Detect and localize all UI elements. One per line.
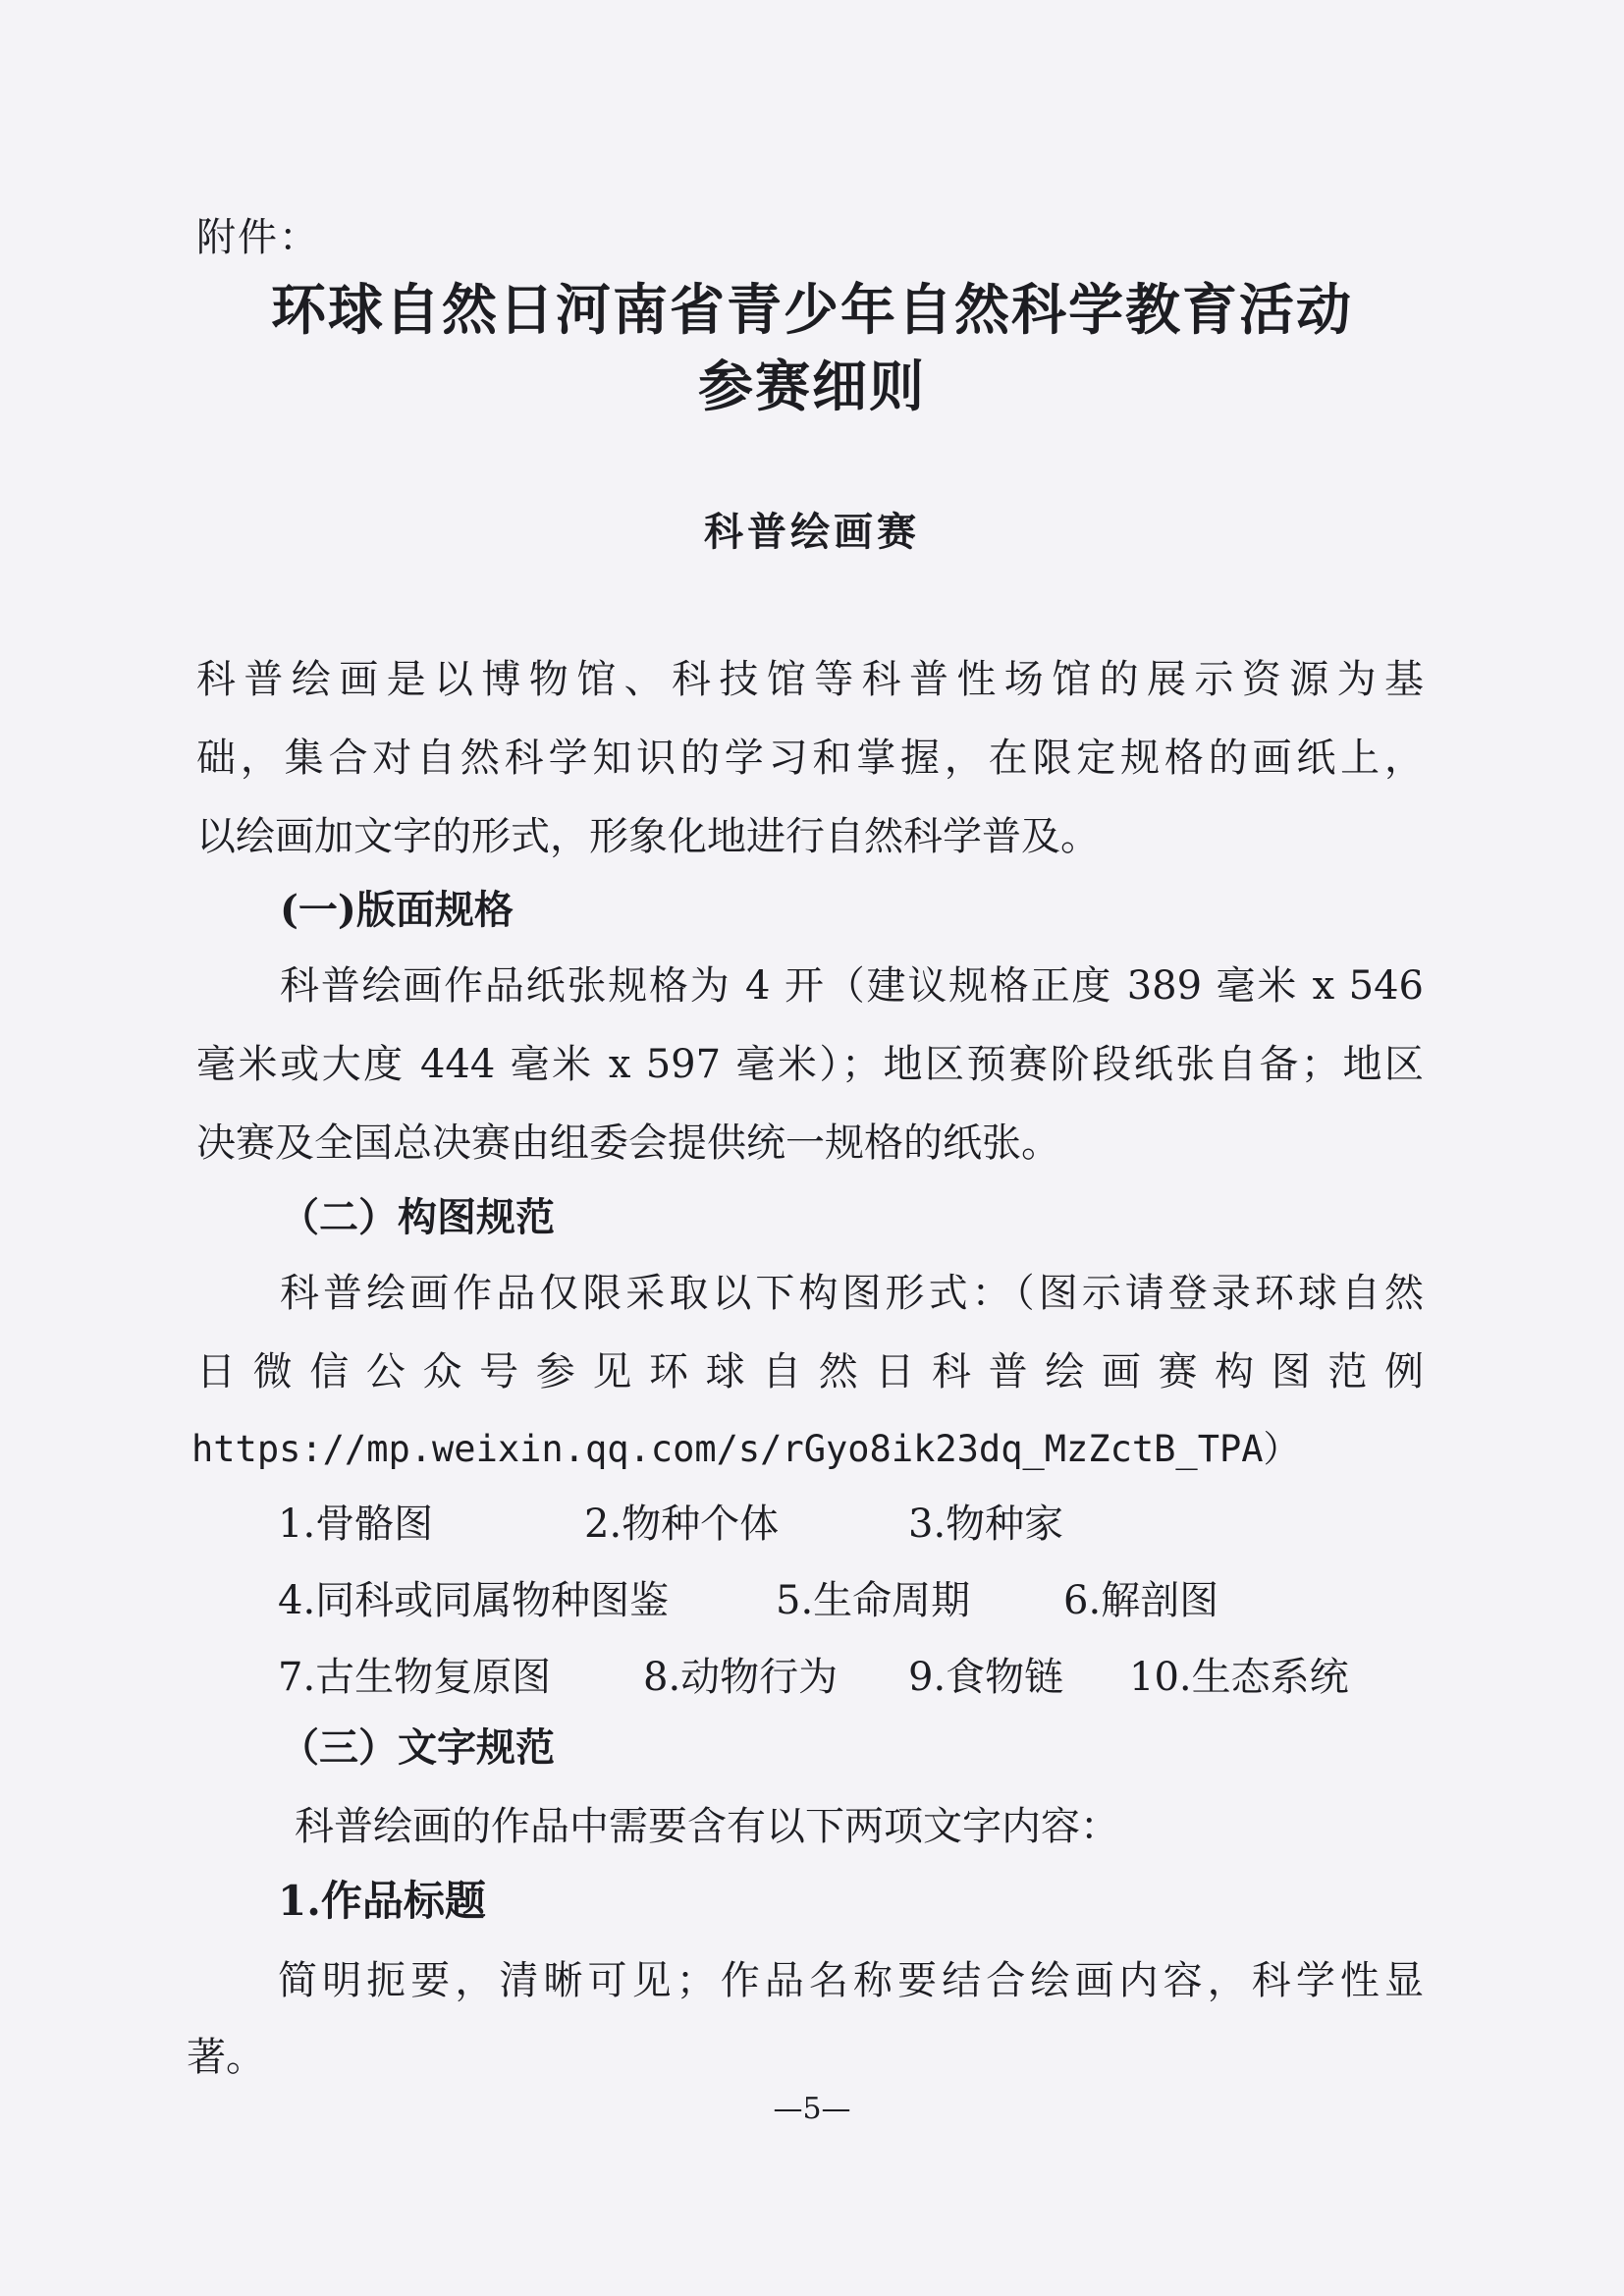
composition-url: https://mp.weixin.qq.com/s/rGyo8ik23dq_MzZctB_TPA） — [191, 1428, 1300, 1470]
list-item: 6.解剖图 — [1063, 1578, 1219, 1623]
heading-layout-spec: (一)版面规格 — [280, 887, 514, 933]
list-item: 9.食物链 — [908, 1655, 1064, 1700]
paragraph-composition-line-1: 科普绘画作品仅限采取以下构图形式：（图示请登录环球自然 — [280, 1271, 1424, 1316]
page-number: —5— — [773, 2092, 851, 2126]
paragraph-intro-line-3: 以绘画加文字的形式，形象化地进行自然科学普及。 — [196, 814, 1100, 859]
list-item: 10.生态系统 — [1129, 1655, 1349, 1700]
subheading-work-title: 1.作品标题 — [278, 1877, 486, 1925]
paragraph-title-desc-line-2: 著。 — [187, 2035, 265, 2080]
paragraph-text-spec: 科普绘画的作品中需要含有以下两项文字内容： — [295, 1804, 1119, 1849]
composition-items-row-3 — [0, 1646, 1624, 1700]
heading-composition: （二）构图规范 — [280, 1194, 555, 1240]
composition-items-row-1 — [0, 1493, 1624, 1547]
heading-text-spec: （三）文字规范 — [280, 1724, 555, 1771]
list-item: 2.物种个体 — [584, 1502, 780, 1547]
paragraph-spec-line-2: 毫米或大度 444 毫米 x 597 毫米）；地区预赛阶段纸张自备；地区 — [196, 1042, 1424, 1087]
list-item: 1.骨骼图 — [278, 1502, 434, 1547]
list-item: 8.动物行为 — [643, 1655, 839, 1700]
paragraph-spec-line-1: 科普绘画作品纸张规格为 4 开（建议规格正度 389 毫米 x 546 — [280, 963, 1424, 1009]
list-item: 7.古生物复原图 — [278, 1655, 552, 1700]
list-item: 5.生命周期 — [776, 1578, 971, 1623]
composition-items-row-2 — [0, 1569, 1624, 1623]
document-title-line-2: 参赛细则 — [698, 355, 926, 419]
list-item: 4.同科或同属物种图鉴 — [278, 1578, 670, 1623]
list-item: 3.物种家 — [908, 1502, 1064, 1547]
document-title-line-1: 环球自然日河南省青少年自然科学教育活动 — [271, 278, 1353, 343]
paragraph-title-desc-line-1: 简明扼要，清晰可见；作品名称要结合绘画内容，科学性显 — [278, 1958, 1424, 2003]
paragraph-composition-line-2: 日微信公众号参见环球自然日科普绘画赛构图范例 — [196, 1349, 1424, 1394]
paragraph-intro-line-2: 础，集合对自然科学知识的学习和掌握，在限定规格的画纸上， — [196, 736, 1424, 781]
section-title: 科普绘画赛 — [704, 509, 920, 555]
paragraph-intro-line-1: 科普绘画是以博物馆、科技馆等科普性场馆的展示资源为基 — [196, 657, 1424, 702]
paragraph-spec-line-3: 决赛及全国总决赛由组委会提供统一规格的纸张。 — [196, 1121, 1060, 1166]
attachment-label: 附件： — [196, 215, 320, 260]
